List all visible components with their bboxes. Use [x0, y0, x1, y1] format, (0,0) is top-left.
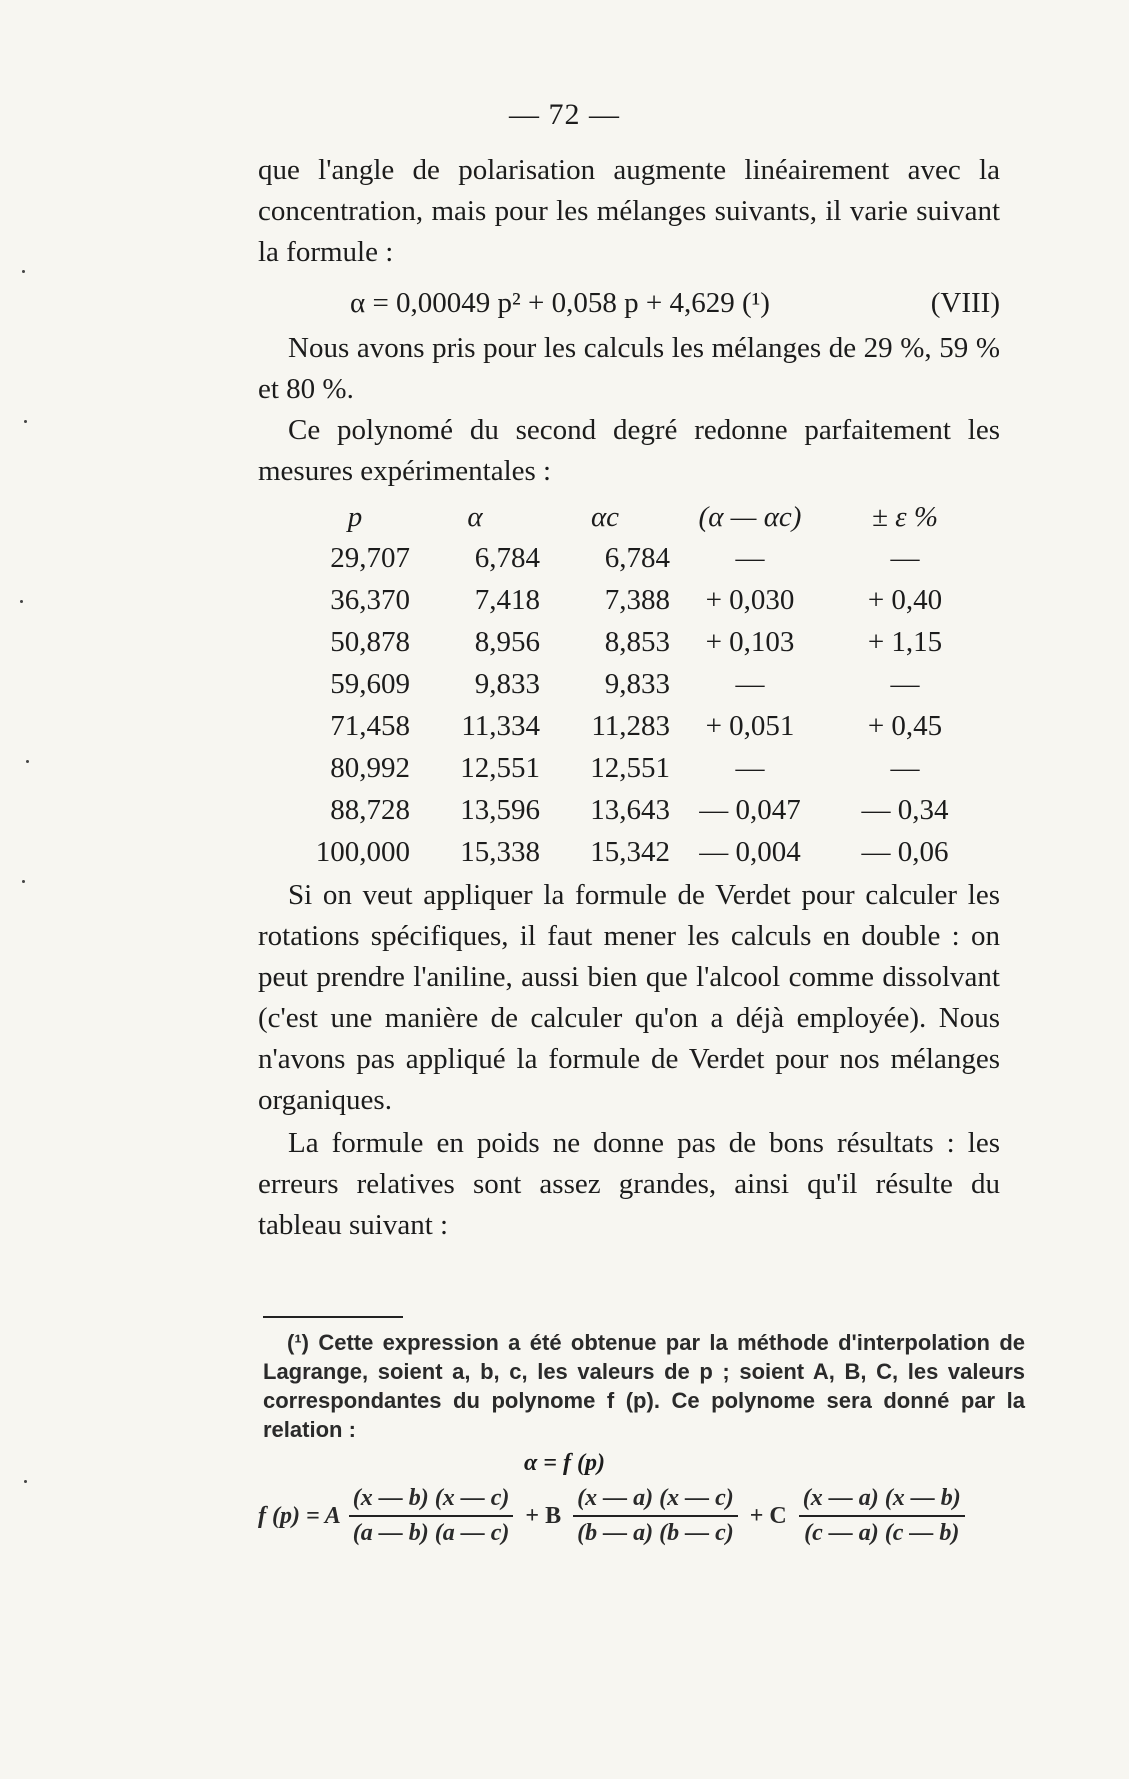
- table-cell: + 1,15: [867, 625, 943, 658]
- column-header: α: [467, 500, 483, 533]
- table-cell: 50,878: [330, 625, 410, 658]
- table-cell: 71,458: [330, 709, 410, 742]
- table-cell: 9,833: [474, 667, 540, 700]
- paragraph: Nous avons pris pour les calculs les mélanges de 29 %, 59 % et 80 %.: [258, 332, 1000, 405]
- table-cell: 80,992: [330, 751, 410, 784]
- table-cell: 15,342: [590, 835, 670, 868]
- table-cell: —: [735, 541, 765, 574]
- scan-speck: [22, 880, 25, 883]
- scan-speck: [22, 270, 25, 273]
- scan-speck: [24, 1480, 27, 1483]
- table-cell: 8,956: [474, 625, 540, 658]
- table-cell: 13,596: [460, 793, 540, 826]
- lagrange-plus-c: + C: [749, 1502, 787, 1529]
- table-row: [300, 663, 980, 705]
- table-cell: 7,388: [604, 583, 670, 616]
- table-cell: 6,784: [604, 541, 670, 574]
- table-cell: 7,418: [474, 583, 540, 616]
- table-row: [300, 789, 980, 831]
- polynomial-formula: [350, 287, 1010, 320]
- column-header: p: [347, 500, 363, 533]
- fraction-numerator: (x — b) (x — c): [349, 1485, 514, 1517]
- table-cell: — 0,06: [861, 835, 949, 868]
- table-cell: 6,784: [474, 541, 540, 574]
- table-cell: + 0,103: [705, 625, 795, 658]
- scan-speck: [26, 760, 29, 763]
- footnote-text: (¹) Cette expression a été obtenue par la méthode d'interpolation de Lagrange, soient a, b, c, les valeurs de p ; soient A, B, C, les valeurs correspondantes du polynome f (p). Ce polynome sera donné par la relation :: [263, 1330, 1025, 1442]
- fraction-denominator: (c — a) (c — b): [804, 1520, 960, 1546]
- table-cell: 36,370: [330, 583, 410, 616]
- table-cell: 13,643: [590, 793, 670, 826]
- paragraph: La formule en poids ne donne pas de bons résultats : les erreurs relatives sont assez grandes, ainsi qu'il résulte du tableau suivant :: [258, 1127, 1000, 1241]
- table-cell: —: [890, 667, 920, 700]
- paragraph-bottom: [258, 875, 1000, 1246]
- table-cell: 59,609: [330, 667, 410, 700]
- table-cell: —: [890, 751, 920, 784]
- lagrange-term-1: [349, 1485, 514, 1547]
- lagrange-term-3: [799, 1485, 965, 1547]
- formula-expression: α = 0,00049 p² + 0,058 p + 4,629 (¹): [350, 287, 770, 319]
- formula-tag: (VIII): [930, 287, 1000, 319]
- footnote-rule: [263, 1316, 403, 1318]
- page-number: — 72 —: [509, 98, 620, 131]
- fraction-denominator: (b — a) (b — c): [577, 1520, 734, 1546]
- table-cell: 29,707: [330, 541, 410, 574]
- fraction-denominator: (a — b) (a — c): [352, 1520, 510, 1546]
- lagrange-plus-b: + B: [525, 1502, 562, 1529]
- column-header: ± ε %: [871, 500, 938, 533]
- table-cell: — 0,004: [699, 835, 801, 868]
- paragraph: que l'angle de polarisation augmente linéairement avec la concentration, mais pour les mélanges suivants, il varie suivant la formule :: [258, 154, 1000, 268]
- column-header: αc: [590, 500, 620, 533]
- table-row: [300, 747, 980, 789]
- paragraph-middle: [258, 328, 1000, 492]
- table-cell: — 0,34: [861, 793, 949, 826]
- scan-speck: [20, 600, 23, 603]
- lagrange-lhs: f (p) = A: [258, 1502, 341, 1529]
- table-cell: —: [735, 667, 765, 700]
- table-cell: + 0,051: [705, 709, 795, 742]
- fraction-numerator: (x — a) (x — c): [573, 1485, 738, 1517]
- table-row: [300, 537, 980, 579]
- table-row: [300, 831, 980, 873]
- table-cell: 11,334: [461, 709, 540, 742]
- table-cell: 9,833: [604, 667, 670, 700]
- scan-speck: [24, 420, 27, 423]
- table-cell: —: [735, 751, 765, 784]
- table-cell: + 0,45: [867, 709, 943, 742]
- lagrange-term-2: [573, 1485, 738, 1547]
- table-cell: 88,728: [330, 793, 410, 826]
- footnote-center-formula: α = f (p): [524, 1450, 605, 1476]
- paragraph-intro: [258, 150, 1000, 273]
- table-row: [300, 705, 980, 747]
- column-header: (α — αc): [698, 500, 802, 533]
- fraction-numerator: (x — a) (x — b): [799, 1485, 965, 1517]
- table-cell: 11,283: [591, 709, 670, 742]
- table-row: [300, 579, 980, 621]
- measurements-table: [300, 497, 980, 873]
- table-cell: + 0,40: [867, 583, 943, 616]
- lagrange-formula: [258, 1485, 1038, 1547]
- table-cell: 8,853: [604, 625, 670, 658]
- table-cell: 100,000: [315, 835, 410, 868]
- table-cell: —: [890, 541, 920, 574]
- table-cell: 12,551: [460, 751, 540, 784]
- paragraph: Si on veut appliquer la formule de Verdet pour calculer les rotations spécifiques, il faut mener les calculs en double : on peut prendre l'aniline, aussi bien que l'alcool comme dissolvant (c'est une manière de calculer qu'on a déjà employée). Nous n'avons pas appliqué la formule de Verdet pour nos mélanges organiques.: [258, 879, 1000, 1116]
- table-cell: 12,551: [590, 751, 670, 784]
- table-header-row: [300, 497, 980, 537]
- paragraph: Ce polynomé du second degré redonne parfaitement les mesures expérimentales :: [258, 414, 1000, 487]
- table-cell: 15,338: [460, 835, 540, 868]
- footnote: [263, 1328, 1025, 1444]
- table-cell: + 0,030: [705, 583, 795, 616]
- table-cell: — 0,047: [699, 793, 801, 826]
- table-row: [300, 621, 980, 663]
